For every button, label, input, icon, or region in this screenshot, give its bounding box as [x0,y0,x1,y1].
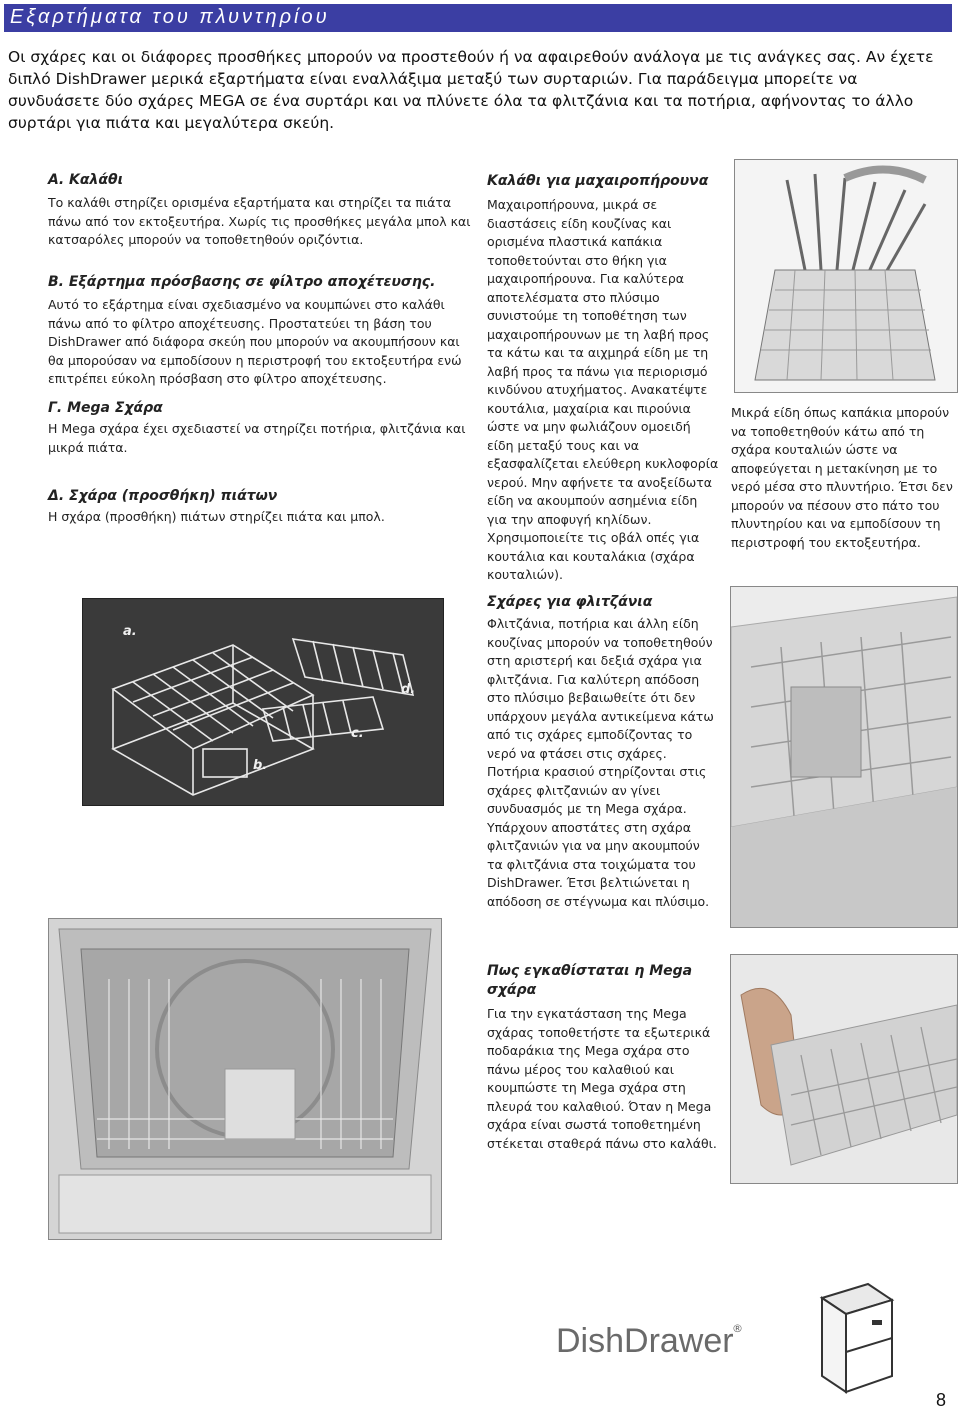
section-c-title: Γ. Mega Σχάρα [48,400,163,416]
brand-logo-text: DishDrawer [556,1322,734,1360]
mega-install-illustration [731,955,957,1183]
section-b [48,274,476,389]
section-small-items [731,404,953,552]
drawer-illustration [49,919,441,1239]
section-cutlery-title: Καλάθι για μαχαιροπήρουνα [487,173,709,189]
section-c [48,400,476,457]
diagram-label-a: a. [123,624,137,639]
section-b-title: Β. Εξάρτημα πρόσβασης σε φίλτρο αποχέτευσης. [48,274,436,290]
dishdrawer-logo-icon [812,1280,896,1394]
section-d [48,488,476,527]
section-a-title: Α. Καλάθι [48,172,124,188]
page-number: 8 [936,1390,947,1410]
section-mega-install-text: Για την εγκατάσταση της Mega σχάρας τοποθετήστε τα εξωτερικά ποδαράκια της Mega σχάρα στο πάνω μέρος του καλαθιού και κουμπώστε τη Mega σχάρα στη πλευρά του καλαθιού. Όταν η Mega σχάρα είναι σωστά τοποθετημένη στέκεται σταθερά πάνω στο καλάθι. [487,1006,717,1151]
section-b-text: Αυτό το εξάρτημα είναι σχεδιασμένο να κουμπώνει στο καλάθι πάνω από το φίλτρο αποχέτευσης. Προστατεύει τη βάση του DishDrawer από διάφορα σκεύη που μπορούν να ακουμπήσουν και θα μπορούσαν να εμποδίσουν η περιστροφή του εκτοξευτήρα ενώ επιτρέπει εύκολη πρόσβαση στο φίλτρο αποχέτευσης. [48,297,462,386]
section-cutlery-text: Μαχαιροπήρουνα, μικρά σε διαστάσεις είδη κουζίνας και ορισμένα πλαστικά καπάκια τοποθετούνται στο θήκη για μαχαιροπήρουνα. Για καλύτερα αποτελέσματα στο πλύσιμο συνιστούμε τη τοποθέτηση των μαχαιροπήρουνων με τη λαβή προς τα κάτω και τα αιχμηρά είδη με τη λαβή προς τα πάνω για περιορισμό κινδύνου ατυχήματος. Ανακατέψτε κουτάλια, μαχαίρια και πιρούνια ώστε να μην φωλιάζουν ομοειδή είδη μεταξύ τους και να εξασφαλίζεται ελεύθερη κυκλοφορία νερού. Μην αφήνετε τα ανοξείδωτα είδη να ακουμπούν ασημένια είδη για την αποφυγή κηλίδων. Χρησιμοποιείτε τις οβάλ οπές για κουτάλια και κουταλάκια (σχάρα κουταλιών). [487,197,719,582]
cup-racks-photo [730,586,958,928]
section-a-text: Το καλάθι στηρίζει ορισμένα εξαρτήματα και στηρίζει τα πιάτα πάνω από τον εκτοξευτήρα. Χωρίς τις προσθήκες μεγάλα μπολ και κατσαρόλες μπορούν να τοποθετηθούν οριζόντια. [48,195,471,247]
diagram-label-d: d. [401,682,416,697]
section-cups-text: Φλιτζάνια, ποτήρια και άλλη είδη κουζίνας μπορούν να τοποθετηθούν στη αριστερή και δεξιά σχάρα για φλιτζάνια. Για καλύτερη απόδοση στο πλύσιμο βεβαιωθείτε ότι δεν υπάρχουν μεγάλα αντικείμενα κάτω από τις σχάρες εμποδίζοντας το νερό να φτάσει στις σχάρες. Ποτήρια κρασιού στηρίζονται στις σχάρες φλιτζανιών αν γίνει συνδυασμός με τη Mega σχάρα. Υπάρχουν αποστάτες στη σχάρα φλιτζανιών για να μην ακουμπούν τα φλιτζάνια στα τοιχώματα του DishDrawer. Έτσι βελτιώνεται η απόδοση σε στέγνωμα και πλύσιμο. [487,616,714,909]
basket-diagram [83,599,443,805]
section-cups [487,594,719,911]
basket-diagram-photo [82,598,444,806]
cup-racks-illustration [731,587,957,927]
section-a [48,172,476,250]
diagram-label-c: c. [351,726,364,741]
intro-paragraph: Οι σχάρες και οι διάφορες προσθήκες μπορούν να προστεθούν ή να αφαιρεθούν ανάλογα με τις ανάγκες σας. Αν έχετε διπλό DishDrawer μερικά εξαρτήματα είναι εναλλάξιμα μεταξύ των συρταριών. Για παράδειγμα μπορείτε να συνδυάσετε δύο σχάρες MEGA σε ένα συρτάρι και να πλύνετε όλα τα φλιτζάνια και τα ποτήρια, αφήνοντας το άλλο συρτάρι για πιάτα και μεγαλύτερα σκεύη. [8,48,934,132]
section-c-text: Η Mega σχάρα έχει σχεδιαστεί να στηρίζει ποτήρια, φλιτζάνια και μικρά πιάτα. [48,421,466,455]
section-d-title: Δ. Σχάρα (προσθήκη) πιάτων [48,488,278,504]
drawer-photo [48,918,442,1240]
section-d-text: Η σχάρα (προσθήκη) πιάτων στηρίζει πιάτα και μπολ. [48,509,385,524]
section-cutlery [487,172,719,585]
cutlery-basket-illustration [735,160,957,392]
section-small-items-text: Μικρά είδη όπως καπάκια μπορούν να τοποθετηθούν κάτω από τη σχάρα κουταλιών ώστε να αποφεύγεται η μετακίνηση με το νερό μέσα στο πλυντήριο. Έτσι δεν μπορούν να πέσουν στο πάτο του πλυντηρίου και να εμποδίσουν τη περιστροφή του εκτοξευτήρα. [731,405,953,550]
page-title: Εξαρτήματα του πλυντηρίου [10,6,330,28]
diagram-label-b: b. [253,758,268,773]
mega-install-photo [730,954,958,1184]
section-cups-title: Σχάρες για φλιτζάνια [487,594,653,610]
brand-registered-mark: ® [732,1322,743,1335]
cutlery-basket-photo [734,159,958,393]
section-mega-install [487,962,719,1153]
section-mega-install-title: Πως εγκαθίσταται η Mega σχάρα [487,963,693,998]
